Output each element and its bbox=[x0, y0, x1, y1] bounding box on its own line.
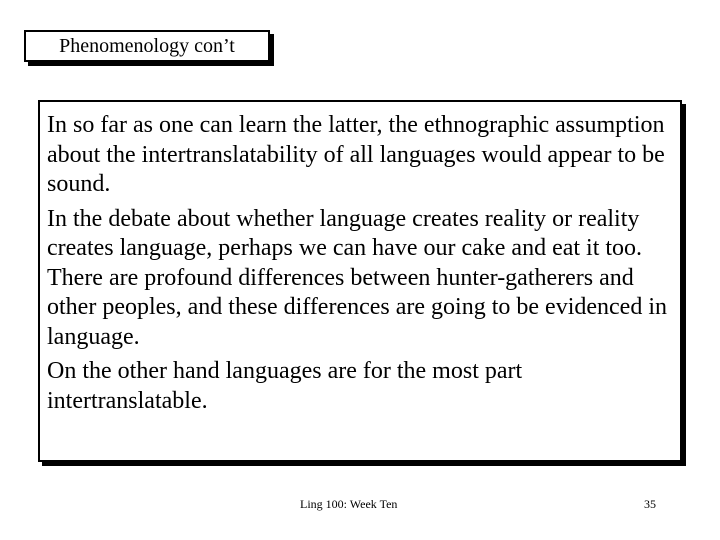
body-paragraph-2: In the debate about whether language creates reality or reality creates language, perhaps we can have our cake and eat it too. There are profound differences between hunter-gatherers and other peoples, and these differences are going to be evidenced in language. bbox=[47, 205, 667, 350]
body-paragraph-1: In so far as one can learn the latter, the ethnographic assumption about the intertranslatability of all languages would appear to be sound. bbox=[47, 112, 665, 197]
slide-title-box bbox=[24, 30, 270, 62]
slide-title: Phenomenology con’t bbox=[59, 34, 235, 57]
footer-course-label: Ling 100: Week Ten bbox=[300, 497, 398, 511]
body-paragraph-3: On the other hand languages are for the most part intertranslatable. bbox=[47, 358, 523, 414]
slide-body-box bbox=[38, 100, 682, 462]
footer-page-number: 35 bbox=[644, 497, 656, 511]
